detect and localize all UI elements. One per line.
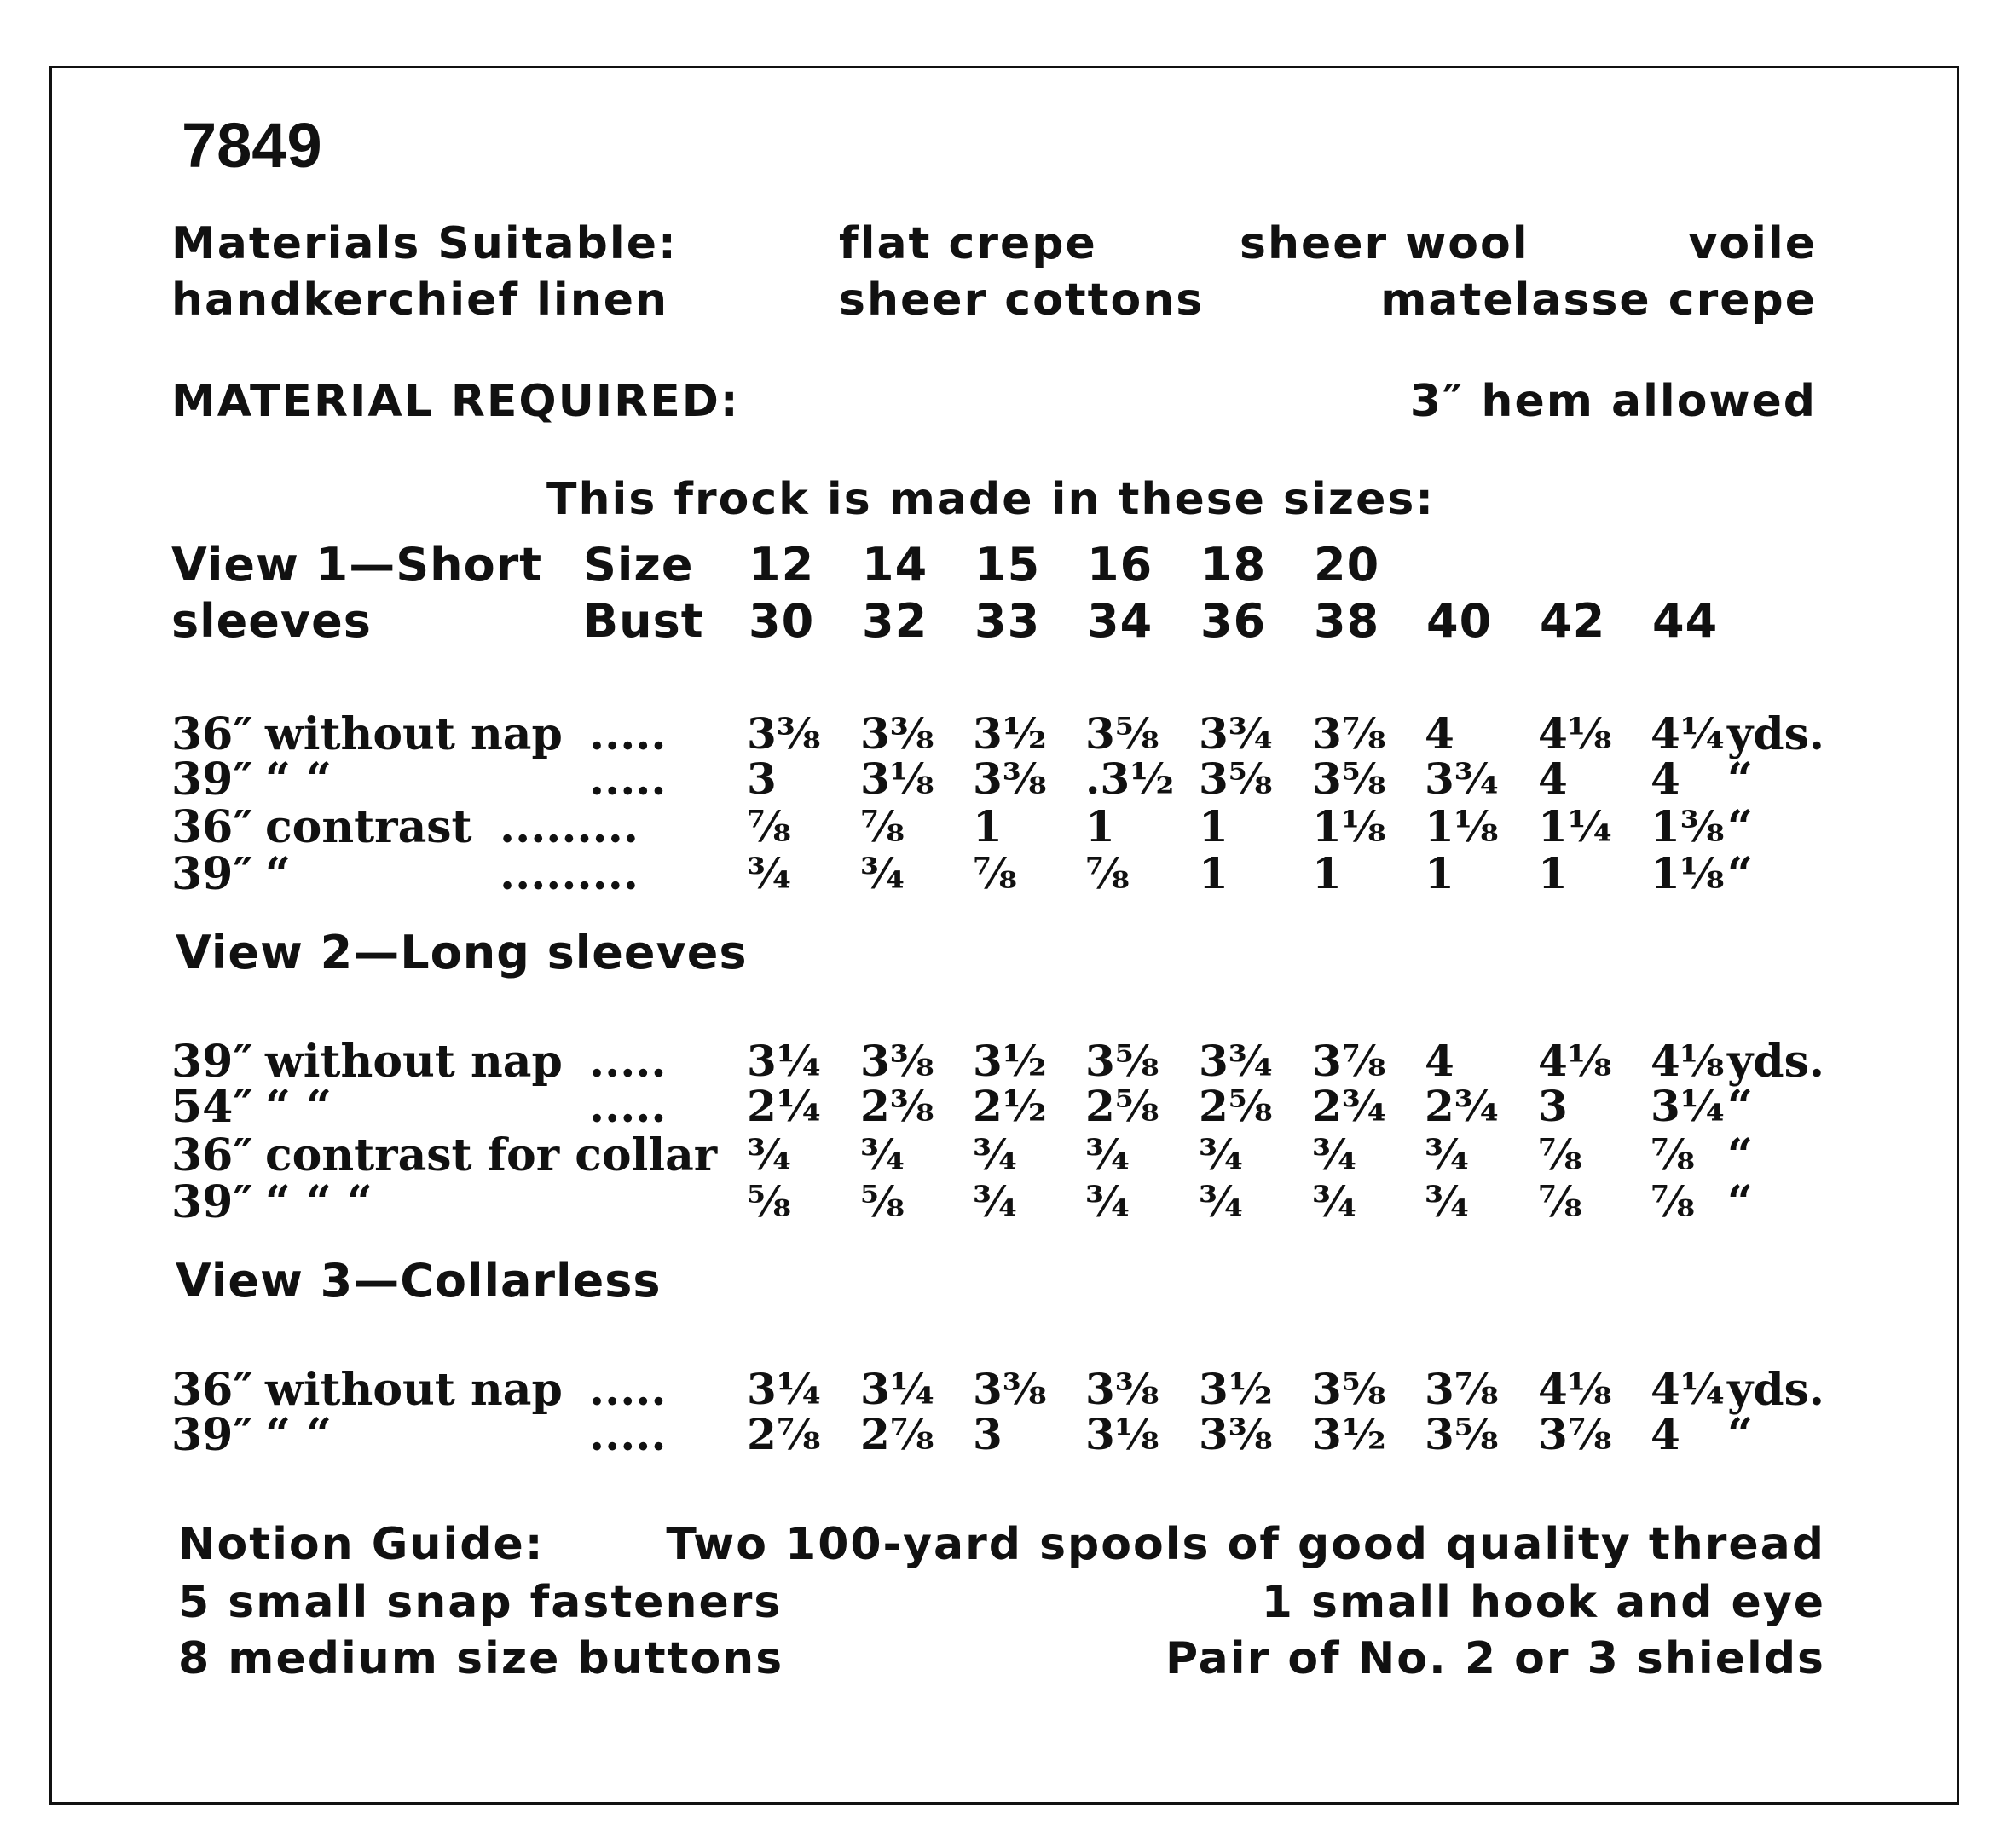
- material-item: flat crepe: [839, 218, 1097, 269]
- bust-value: 36: [1200, 594, 1267, 648]
- notion-item: 5 small snap fasteners: [178, 1577, 783, 1628]
- pattern-card: [49, 66, 1959, 1805]
- material-required-label: MATERIAL REQUIRED:: [171, 376, 740, 427]
- material-item: sheer wool: [1240, 218, 1529, 269]
- fabric-width: 39″: [171, 1036, 253, 1088]
- fabric-desc: “ “ “: [265, 1176, 373, 1228]
- yardage-value: 2⅜: [860, 1081, 934, 1131]
- yardage-value: 2¾: [1312, 1081, 1386, 1131]
- yardage-value: 3: [1538, 1081, 1568, 1131]
- yardage-value: ¾: [860, 1129, 905, 1180]
- yardage-value: 1: [1312, 848, 1342, 898]
- unit-label: “: [1727, 754, 1753, 806]
- yardage-value: ¾: [1085, 1129, 1130, 1180]
- yardage-value: 3¾: [1199, 708, 1273, 759]
- yardage-value: 3⅜: [860, 1036, 934, 1086]
- yardage-value: 3½: [1199, 1364, 1273, 1414]
- yardage-value: 3¾: [1199, 1036, 1273, 1086]
- yardage-value: 4: [1425, 708, 1454, 759]
- yardage-value: 3⅜: [860, 708, 934, 759]
- view1-title: View 1—Short: [171, 538, 543, 592]
- material-item: handkerchief linen: [171, 274, 669, 326]
- yardage-value: 1⅜: [1651, 801, 1725, 852]
- yardage-value: 1: [1085, 801, 1115, 852]
- fabric-desc: without nap: [265, 708, 563, 760]
- yardage-value: 3⅞: [1425, 1364, 1499, 1414]
- yardage-value: ¾: [1425, 1129, 1470, 1180]
- yardage-value: 2⅝: [1199, 1081, 1273, 1131]
- yardage-value: 3⅜: [1085, 1364, 1159, 1414]
- bust-value: 30: [749, 594, 815, 648]
- yardage-value: 3⅝: [1085, 708, 1159, 759]
- yardage-value: 4: [1651, 1409, 1680, 1459]
- yardage-value: 1: [973, 801, 1003, 852]
- yardage-value: 3¼: [860, 1364, 934, 1414]
- yardage-value: 2⅝: [1085, 1081, 1159, 1131]
- unit-label: yds.: [1727, 708, 1824, 760]
- yardage-value: 3⅜: [1199, 1409, 1273, 1459]
- notion-item: 1 small hook and eye: [1261, 1577, 1825, 1628]
- yardage-value: ⅞: [860, 801, 905, 852]
- fabric-width: 36″: [171, 1129, 253, 1181]
- fabric-desc: “ “: [265, 1081, 332, 1133]
- yardage-value: .3½: [1085, 754, 1175, 804]
- material-item: voile: [1688, 218, 1817, 269]
- yardage-value: 3⅜: [973, 1364, 1047, 1414]
- yardage-value: 2⅞: [860, 1409, 934, 1459]
- unit-label: “: [1727, 801, 1753, 853]
- pattern-number: 7849: [182, 110, 322, 181]
- fabric-width: 54″: [171, 1081, 253, 1133]
- leader-dots: .....: [589, 1409, 667, 1461]
- yardage-value: 3: [747, 754, 777, 804]
- leader-dots: .....: [589, 708, 667, 760]
- unit-label: yds.: [1727, 1364, 1824, 1416]
- leader-dots: .........: [500, 848, 639, 900]
- leader-dots: .....: [589, 1364, 667, 1416]
- yardage-value: 1: [1538, 848, 1568, 898]
- yardage-value: 3⅜: [747, 708, 821, 759]
- yardage-value: 3¼: [747, 1036, 821, 1086]
- bust-value: 38: [1314, 594, 1380, 648]
- hem-note: 3″ hem allowed: [1409, 376, 1817, 427]
- fabric-desc: “ “: [265, 754, 332, 806]
- yardage-value: 3½: [1312, 1409, 1386, 1459]
- bust-value: 33: [974, 594, 1041, 648]
- leader-dots: .....: [589, 1081, 667, 1133]
- fabric-width: 36″: [171, 1364, 253, 1416]
- yardage-value: 3⅞: [1312, 1036, 1386, 1086]
- notion-guide-label: Notion Guide:: [178, 1519, 545, 1570]
- yardage-value: ¾: [747, 848, 792, 898]
- unit-label: “: [1727, 1081, 1753, 1133]
- yardage-value: 3⅛: [1085, 1409, 1159, 1459]
- yardage-value: 3½: [973, 708, 1047, 759]
- yardage-value: 4⅛: [1651, 1036, 1725, 1086]
- yardage-value: 4⅛: [1538, 708, 1612, 759]
- yardage-value: ¾: [1199, 1129, 1244, 1180]
- fabric-width: 39″: [171, 754, 253, 806]
- leader-dots: .....: [589, 754, 667, 806]
- view2-title: View 2—Long sleeves: [176, 926, 748, 979]
- unit-label: “: [1727, 1129, 1753, 1181]
- yardage-value: ⅞: [1085, 848, 1130, 898]
- material-item: sheer cottons: [839, 274, 1205, 326]
- size-value: 20: [1314, 538, 1380, 592]
- yardage-value: 1⅛: [1312, 801, 1386, 852]
- yardage-value: 3⅝: [1425, 1409, 1499, 1459]
- yardage-value: ¾: [973, 1176, 1018, 1227]
- size-value: 16: [1087, 538, 1153, 592]
- view3-title: View 3—Collarless: [176, 1254, 662, 1308]
- fabric-desc: without nap: [265, 1364, 563, 1416]
- yardage-value: 3⅝: [1312, 754, 1386, 804]
- fabric-width: 39″: [171, 1409, 253, 1461]
- yardage-value: ¾: [860, 848, 905, 898]
- yardage-value: 4: [1425, 1036, 1454, 1086]
- bust-value: 40: [1426, 594, 1493, 648]
- yardage-value: 3⅝: [1085, 1036, 1159, 1086]
- yardage-value: 1¼: [1538, 801, 1612, 852]
- yardage-value: 4⅛: [1538, 1364, 1612, 1414]
- yardage-value: ¾: [747, 1129, 792, 1180]
- fabric-desc: without nap: [265, 1036, 563, 1088]
- material-item: matelasse crepe: [1380, 274, 1817, 326]
- bust-label: Bust: [583, 594, 704, 648]
- yardage-value: ⅝: [747, 1176, 791, 1227]
- yardage-value: 3⅛: [860, 754, 934, 804]
- sizes-intro: This frock is made in these sizes:: [546, 474, 1436, 525]
- yardage-value: 3⅝: [1199, 754, 1273, 804]
- size-value: 12: [749, 538, 815, 592]
- yardage-value: ⅞: [1651, 1129, 1695, 1180]
- yardage-value: 1⅛: [1651, 848, 1725, 898]
- yardage-value: ¾: [1312, 1129, 1357, 1180]
- yardage-value: ⅞: [973, 848, 1017, 898]
- bust-value: 42: [1540, 594, 1606, 648]
- notion-item: 8 medium size buttons: [178, 1633, 784, 1684]
- unit-label: “: [1727, 848, 1753, 900]
- view1-title-line2: sleeves: [171, 594, 372, 648]
- yardage-value: ⅞: [1538, 1176, 1582, 1227]
- unit-label: “: [1727, 1176, 1753, 1228]
- yardage-value: 1: [1199, 848, 1229, 898]
- yardage-value: ¾: [973, 1129, 1018, 1180]
- yardage-value: 3½: [973, 1036, 1047, 1086]
- yardage-value: 3: [973, 1409, 1003, 1459]
- yardage-value: ¾: [1425, 1176, 1470, 1227]
- yardage-value: 1: [1199, 801, 1229, 852]
- yardage-value: ¾: [1312, 1176, 1357, 1227]
- yardage-value: 3¼: [747, 1364, 821, 1414]
- yardage-value: 3⅞: [1538, 1409, 1612, 1459]
- notion-item: Pair of No. 2 or 3 shields: [1165, 1633, 1825, 1684]
- leader-dots: .........: [500, 801, 639, 853]
- yardage-value: ¾: [1199, 1176, 1244, 1227]
- yardage-value: ⅞: [1538, 1129, 1582, 1180]
- notion-item: Two 100-yard spools of good quality thread: [666, 1519, 1825, 1570]
- size-value: 18: [1200, 538, 1267, 592]
- yardage-value: 2⅞: [747, 1409, 821, 1459]
- fabric-width: 39″: [171, 1176, 253, 1228]
- yardage-value: 1: [1425, 848, 1454, 898]
- yardage-value: 2½: [973, 1081, 1047, 1131]
- bust-value: 32: [862, 594, 928, 648]
- bust-value: 44: [1652, 594, 1719, 648]
- size-value: 15: [974, 538, 1041, 592]
- yardage-value: ⅞: [747, 801, 791, 852]
- yardage-value: 2¾: [1425, 1081, 1499, 1131]
- bust-value: 34: [1087, 594, 1153, 648]
- yardage-value: 3¾: [1425, 754, 1499, 804]
- materials-suitable-label: Materials Suitable:: [171, 218, 678, 269]
- fabric-width: 36″: [171, 801, 253, 853]
- leader-dots: .....: [589, 1036, 667, 1088]
- fabric-desc: contrast for collar: [265, 1129, 718, 1181]
- yardage-value: 1⅛: [1425, 801, 1499, 852]
- fabric-desc: “: [265, 848, 291, 900]
- size-value: 14: [862, 538, 928, 592]
- yardage-value: 3⅝: [1312, 1364, 1386, 1414]
- yardage-value: 4: [1651, 754, 1680, 804]
- fabric-width: 39″: [171, 848, 253, 900]
- yardage-value: ¾: [1085, 1176, 1130, 1227]
- yardage-value: ⅝: [860, 1176, 905, 1227]
- yardage-value: 3⅞: [1312, 708, 1386, 759]
- fabric-desc: “ “: [265, 1409, 332, 1461]
- yardage-value: 3⅜: [973, 754, 1047, 804]
- unit-label: yds.: [1727, 1036, 1824, 1088]
- yardage-value: 4¼: [1651, 708, 1725, 759]
- yardage-value: 3¼: [1651, 1081, 1725, 1131]
- fabric-desc: contrast: [265, 801, 472, 853]
- size-label: Size: [583, 538, 694, 592]
- yardage-value: 4¼: [1651, 1364, 1725, 1414]
- fabric-width: 36″: [171, 708, 253, 760]
- yardage-value: 2¼: [747, 1081, 821, 1131]
- yardage-value: ⅞: [1651, 1176, 1695, 1227]
- yardage-value: 4⅛: [1538, 1036, 1612, 1086]
- yardage-value: 4: [1538, 754, 1568, 804]
- unit-label: “: [1727, 1409, 1753, 1461]
